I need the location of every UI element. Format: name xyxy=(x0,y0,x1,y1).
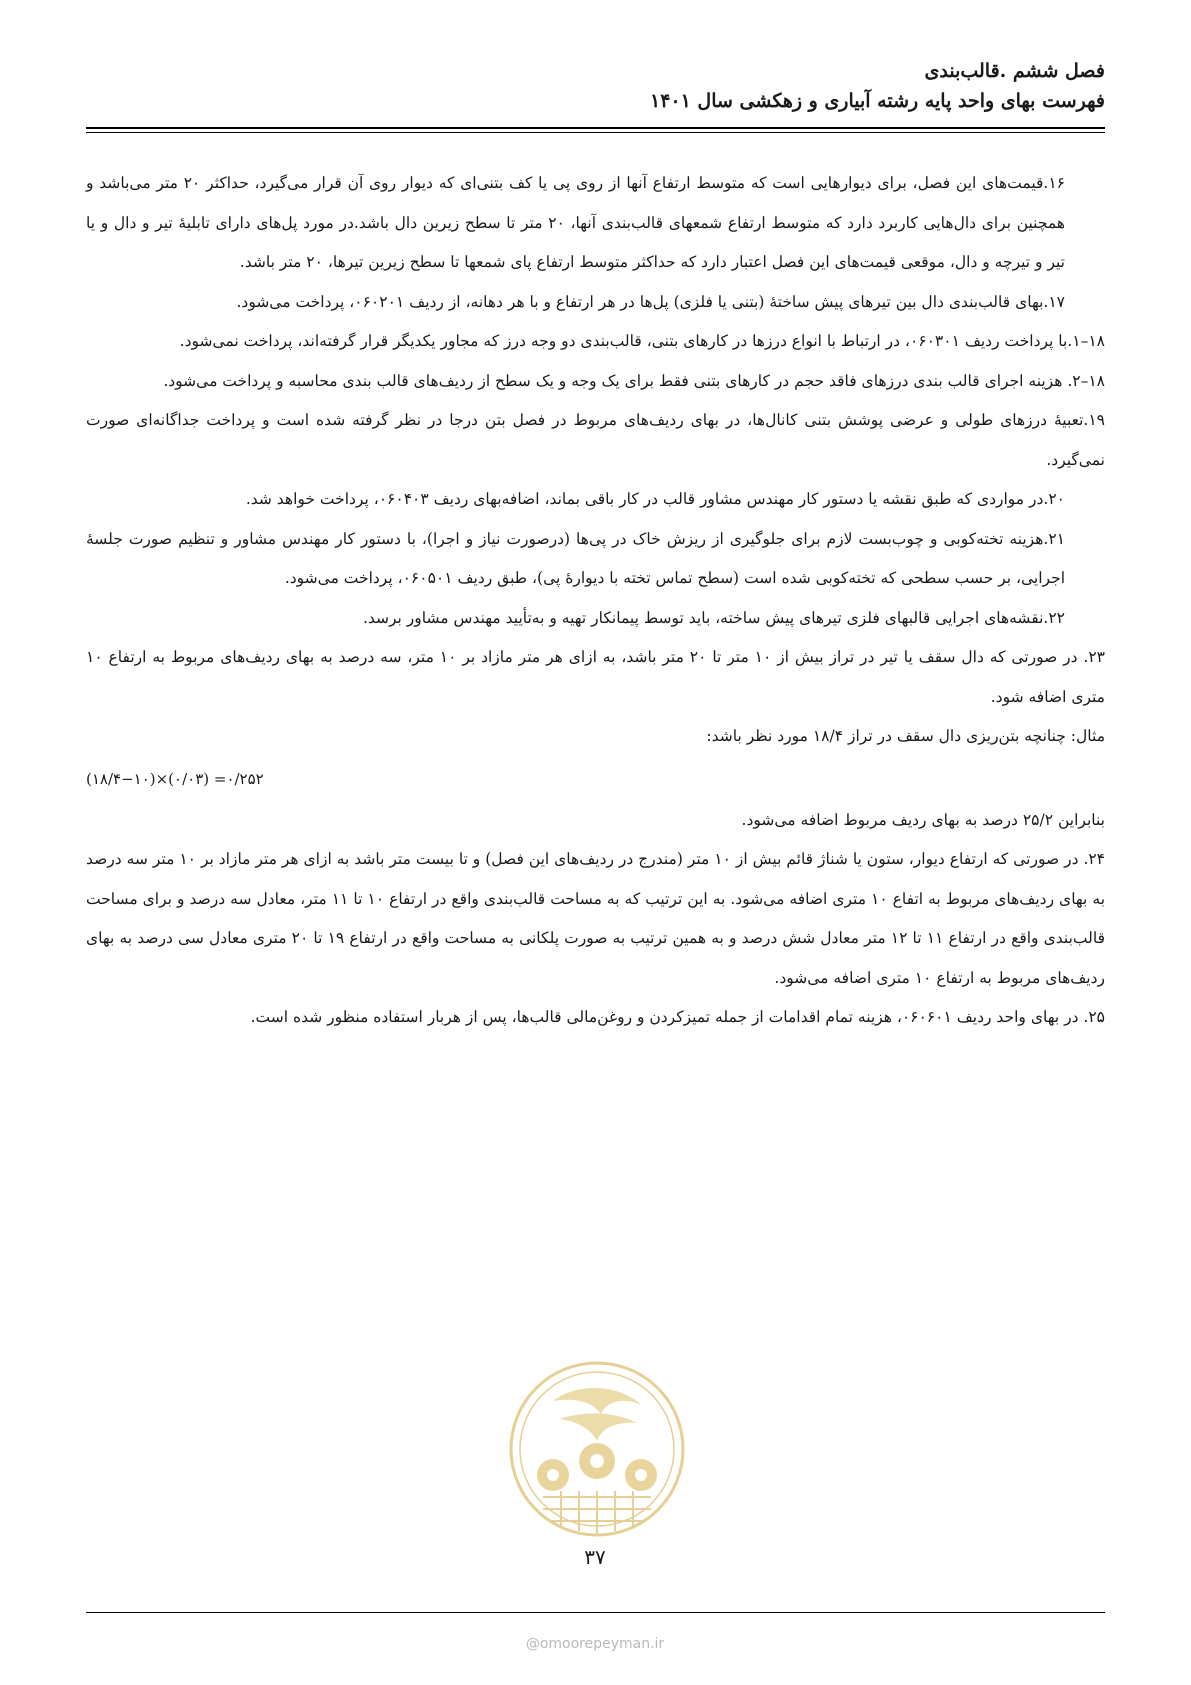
example-line: مثال: چنانچه بتن‌ریزی دال سقف در تراز ۱۸/۴ مورد نظر باشد: xyxy=(706,727,1105,745)
body-text xyxy=(86,164,1105,1038)
paragraph-25: ۲۵. در بهای واحد ردیف ۰۶۰۶۰۱، هزینه تمام اقدامات از جمله تمیزکردن و روغن‌مالی قالب‌ها، پس از هربار استفاده منظور شده است. xyxy=(250,1008,1105,1026)
header-rule-thin xyxy=(86,132,1105,133)
paragraph-20: ۲۰.در مواردی که طبق نقشه یا دستور کار مهندس مشاور قالب در کار باقی بماند، اضافه‌بهای ردیف ۰۶۰۴۰۳، پرداخت خواهد شد. xyxy=(245,490,1065,508)
paragraph-19: ۱۹.تعبیهٔ درزهای طولی و عرضی پوشش بتنی کانال‌ها، در بهای ردیف‌های مربوط در فصل بتن درجا در نظر گرفته شده است و پرداخت جداگانه‌ای صورت نمی‌گیرد. xyxy=(86,411,1105,469)
paragraph-22: ۲۲.نقشه‌های اجرایی قالبهای فلزی تیرهای پیش ساخته، باید توسط پیمانکار تهیه و به‌تأیید مهندس مشاور برسد. xyxy=(362,608,1065,627)
paragraph-18-2: ۱۸–۲. هزینه اجرای قالب بندی درزهای فاقد حجم در کارهای بتنی فقط برای یک وجه و یک سطح از ردیف‌های قالب بندی محاسبه و پرداخت می‌شود. xyxy=(163,371,1105,390)
footer-rule xyxy=(86,1612,1105,1613)
paragraph-17: ۱۷.بهای قالب‌بندی دال بین تیرهای پیش ساختهٔ (بتنی یا فلزی) پل‌ها در هر ارتفاع و با هر دهانه، از ردیف ۰۶۰۲۰۱، پرداخت می‌شود. xyxy=(236,292,1065,311)
paragraph-21: ۲۱.هزینه تخته‌کوبی و چوب‌بست لازم برای جلوگیری از ریزش خاک در پی‌ها (درصورت نیاز و اجرا)، با دستور کار مهندس مشاور و تنظیم صورت جلسهٔ اجرایی، بر حسب سطحی که تخته‌کوبی شده است (سطح تماس تخته با دیوارهٔ پی)، طبق ردیف ۰۶۰۵۰۱، پرداخت می‌شود. xyxy=(86,529,1065,587)
watermark-seal-logo xyxy=(505,1357,689,1541)
chapter-title: فصل ششم .قالب‌بندی xyxy=(924,60,1105,82)
header-rule-thick xyxy=(86,127,1105,129)
watermark-url: @omoorepeyman.ir xyxy=(525,1636,665,1652)
conclusion-line: بنابراین ۲۵/۲ درصد به بهای ردیف مربوط اضافه می‌شود. xyxy=(741,810,1105,829)
paragraph-24: ۲۴. در صورتی که ارتفاع دیوار، ستون یا شناژ قائم بیش از ۱۰ متر (مندرج در ردیف‌های این فصل) و تا بیست متر باشد به ازای هر متر مازاد بر ۱۰ متر سه درصد به بهای ردیف‌های مربوط به اتفاع ۱۰ متری اضافه می‌شود. به این ترتیب که به مساحت قالب‌بندی واقع در ارتفاع ۱۰ تا ۱۱ متر، معادل سه درصد و برای مساحت قالب‌بندی واقع در ارتفاع ۱۱ تا ۱۲ متر معادل شش درصد و به همین ترتیب به صورت پلکانی به مساحت واقع در ارتفاع ۱۹ تا ۲۰ متری معادل سی درصد به بهای ردیف‌های مربوط به ارتفاع ۱۰ متری اضافه می‌شود. xyxy=(86,850,1106,987)
paragraph-16: ۱۶.قیمت‌های این فصل، برای دیوارهایی است که متوسط ارتفاع آنها از روی پی یا کف بتنی‌ای که دیوار روی آن قرار می‌گیرد، حداکثر ۲۰ متر می‌باشد و همچنین برای دال‌هایی کاربرد دارد که متوسط ارتفاع شمعهای قالب‌بندی آنها، ۲۰ متر تا سطح زیرین دال باشد.در مورد پل‌های دارای تابلیهٔ تیر و دال و یا تیر و تیرچه و دال، موقعی قیمت‌های این فصل اعتبار دارد که حداکثر متوسط ارتفاع پای شمعها تا سطح زیرین تیرها، ۲۰ متر باشد. xyxy=(86,174,1065,271)
page-header xyxy=(86,56,1105,116)
document-subtitle: فهرست بهای واحد پایه رشته آبیاری و زهکشی سال ۱۴۰۱ xyxy=(649,90,1105,112)
paragraph-23: ۲۳. در صورتی که دال سقف یا تیر در تراز بیش از ۱۰ متر تا ۲۰ متر باشد، به ازای هر متر مازاد بر ۱۰ متر، سه درصد به بهای ردیف‌های مربوط به ارتفاع ۱۰ متری اضافه شود. xyxy=(86,648,1105,706)
paragraph-18-1: ۱۸–۱.با پرداخت ردیف ۰۶۰۳۰۱، در ارتباط با انواع درزها در کارهای بتنی، قالب‌بندی دو وجه درز که مجاور یکدیگر قرار گرفته‌اند، پرداخت نمی‌شود. xyxy=(179,332,1105,350)
page-number: ۳۷ xyxy=(584,1545,606,1569)
formula: (۱۸/۴−۱۰)×(۰/۰۳) =۰/۲۵۲ xyxy=(86,769,264,788)
